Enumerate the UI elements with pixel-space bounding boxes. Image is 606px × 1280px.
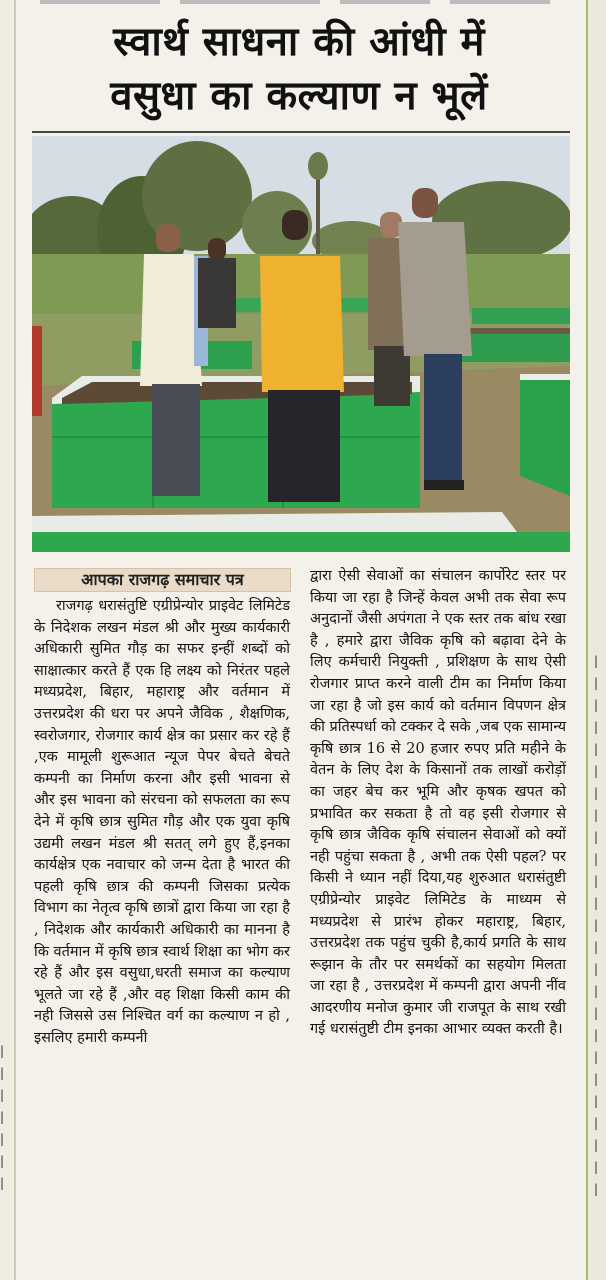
headline-line-2: वसुधा का कल्याण न भूलें	[110, 73, 488, 119]
headline-line-1: स्वार्थ साधना की आंधी में	[113, 19, 485, 65]
byline-tag: आपका राजगढ़ समाचार पत्र	[34, 568, 291, 592]
right-edge-clipped-text: | | | | | | | | | | | | | | | | | | | | | | | | |	[594, 654, 599, 1196]
article-column-1: राजगढ़ धरासंतुष्टि एग्रीप्रेन्योर प्राइवेट लिमिटेड के निदेशक लखन मंडल श्री और मुख्य कार्यकारी अधिकारी सुमित गौड़ का सफर इन्हीं शब्दों को साक्षात्कार करते हैं एक हि लक्ष्य को निरंतर पहले मध्यप्रदेश, बिहार, महाराष्ट्र और वर्तमान में उत्तरप्रदेश की धरा पर अपने जैविक , शैक्षणिक, स्वरोजगार, रोजगार कार्य क्षेत्र का प्रसार कर रहे हैं ,एक मामूली शुरूआत न्यूज पेपर बेचते बेचते कम्पनी का निर्माण करना और इसी भावना से और इस भावना को संरचना को सफलता का रूप देने में कृषि छात्र सुमित गौड़ और एक युवा कृषि उद्यमी लखन मंडल श्री सतत् लगे हुए हैं,इनका कार्यक्षेत्र एक नवाचार को जन्म देता है भारत की पहली कृषि छात्र की कम्पनी जिसका प्रत्येक विभाग का नेतृत्व कृषि छात्रों द्वारा किया जा रहा है , निदेशक और कार्यकारी अधिकारी का मानना है कि वर्तमान में कृषि छात्र स्वार्थ शिक्षा का भोग कर रहे हैं और इस वसुधा,धरती समाज का कल्याण भूलते जा रहे हैं ,और वह शिक्षा किसी काम की नही जिससे उस निश्चित वर्ग का कल्याण न हो , इसलिए हमारी कम्पनी	[34, 598, 290, 1046]
news-photo	[32, 136, 570, 552]
top-cut-text-strip	[30, 0, 570, 8]
article-column-2: द्वारा ऐसी सेवाओं का संचालन कार्पोरेट स्तर पर किया जा रहा है जिन्हें केवल अभी तक सेवा रूप अनुदानों जैसी अपंगता ने एक स्तर तक बांध रखा है , हमारे द्वारा जैविक कृषि को बढ़ावा देने के लिए कर्मचारी नियुक्ती , प्रशिक्षण के साथ ऐसी रोजगार प्राप्त करने वाली टीम का निर्माण किया जा रहा है जो इस कार्य को वर्तमान विपणन क्षेत्र की प्रतिस्पर्धा को टक्कर दे सके ,जब एक सामान्य कृषि छात्र 16 से 20 हजार रुपए प्रति महीने के वेतन के लिए देश के किसानों तक लाखों करोड़ों का जहर बेच कर भूमि और कृषक खपत को प्रभावित कर सकता है तो वह इसी रोजगार से कृषि छात्र जैविक कृषि संचालन सेवाओं को क्यों नही पहुंचा सकता है , अभी तक ऐसी पहल? पर किसी ने ध्यान नहीं दिया,यह शुरुआत धरासंतुष्टी एग्रीप्रेन्योर प्राइवेट लिमिटेड के माध्यम से मध्यप्रदेश से प्रारंभ होकर महाराष्ट्र, बिहार, उत्तरप्रदेश तक पहुंच चुकी है,कार्य प्रगति के साथ रूझान के तौर पर समर्थकों का सहयोग मिलता जा रहा है , उत्तरप्रदेश में कम्पनी द्वारा अपनी नींव आदरणीय मनोज कुमार जी राजपूत के साथ रखी गई धरासंतुष्टी टीम इनका आभार व्यक्त करती है।	[310, 568, 566, 1038]
headline-rule	[32, 131, 570, 133]
left-edge-clipped-text: | | | | | | |	[0, 1044, 5, 1190]
